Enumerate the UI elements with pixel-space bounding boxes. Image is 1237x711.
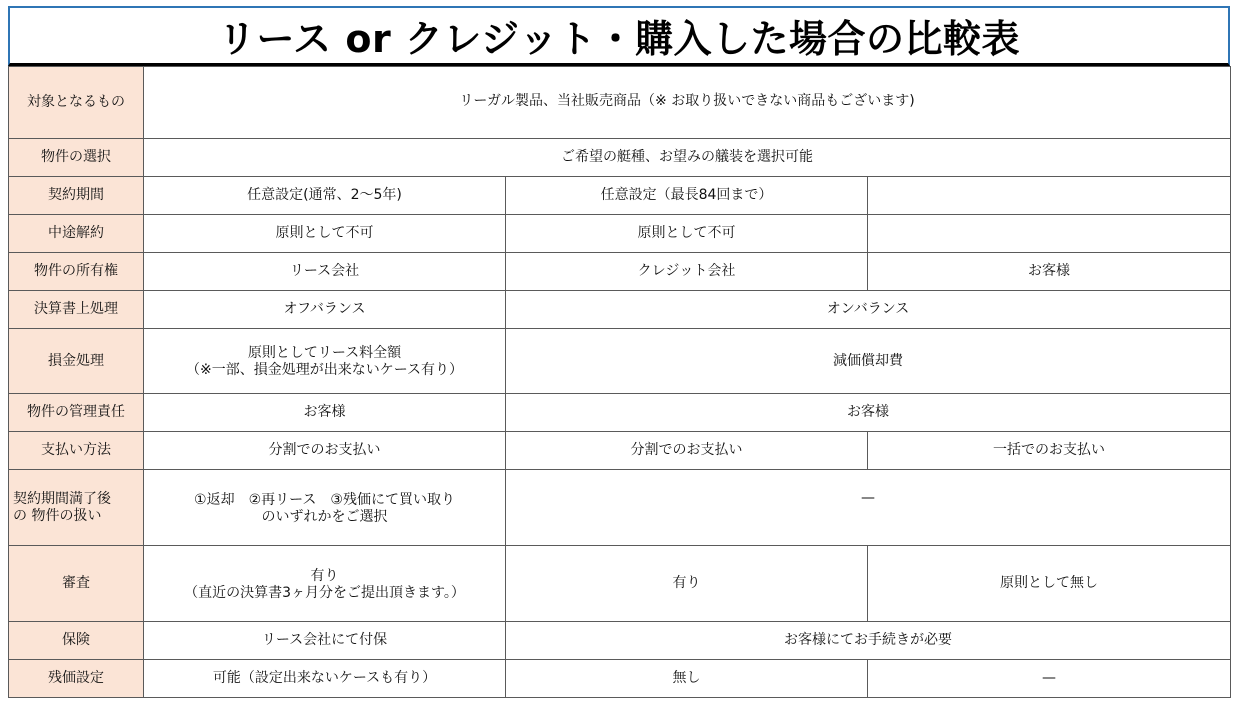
table-row	[9, 177, 1231, 215]
table-row	[9, 215, 1231, 253]
row-label: 物件の所有権	[9, 253, 144, 291]
table-cell	[868, 177, 1231, 215]
row-label: 契約期間	[9, 177, 144, 215]
table-cell: お客様	[506, 394, 1231, 432]
table-cell: 分割でのお支払い	[144, 432, 506, 470]
row-label: 残価設定	[9, 660, 144, 698]
row-label: 審査	[9, 546, 144, 622]
table-row	[9, 329, 1231, 394]
table-cell	[144, 329, 506, 394]
comparison-table	[8, 66, 1231, 698]
page-title: リース or クレジット・購入した場合の比較表	[218, 17, 1020, 61]
row-label	[9, 470, 144, 546]
table-cell: —	[868, 660, 1231, 698]
row-label: 保険	[9, 622, 144, 660]
table-cell	[144, 470, 506, 546]
table-cell: —	[506, 470, 1231, 546]
table-cell: 無し	[506, 660, 868, 698]
table-cell: 原則として無し	[868, 546, 1231, 622]
table-cell: 有り	[506, 546, 868, 622]
row-label: 損金処理	[9, 329, 144, 394]
row-label: 対象となるもの	[9, 67, 144, 139]
table-cell: 一括でのお支払い	[868, 432, 1231, 470]
table-cell: 減価償却費	[506, 329, 1231, 394]
table-cell: 任意設定(通常、2〜5年)	[144, 177, 506, 215]
table-row	[9, 291, 1231, 329]
row-label: 決算書上処理	[9, 291, 144, 329]
table-cell: お客様	[144, 394, 506, 432]
table-cell: 可能（設定出来ないケースも有り）	[144, 660, 506, 698]
table-cell: オンバランス	[506, 291, 1231, 329]
cell-line: （※一部、損金処理が出来ないケース有り）	[185, 362, 464, 378]
table-cell: お客様	[868, 253, 1231, 291]
row-label-line: の 物件の扱い	[13, 507, 102, 524]
row-label: 物件の管理責任	[9, 394, 144, 432]
table-cell: 原則として不可	[506, 215, 868, 253]
comparison-sheet	[8, 6, 1230, 698]
table-cell: 任意設定（最長84回まで）	[506, 177, 868, 215]
table-cell	[144, 546, 506, 622]
table-cell	[868, 215, 1231, 253]
table-cell: クレジット会社	[506, 253, 868, 291]
row-label-line: 契約期間満了後	[13, 490, 111, 507]
table-cell: リース会社	[144, 253, 506, 291]
cell-line: ①返却 ②再リース ③残価にて買い取り	[194, 491, 455, 508]
table-cell: 原則として不可	[144, 215, 506, 253]
table-cell: ご希望の艇種、お望みの艤装を選択可能	[144, 139, 1231, 177]
table-row	[9, 546, 1231, 622]
table-row	[9, 67, 1231, 139]
cell-line: のいずれかをご選択	[261, 508, 388, 525]
table-cell: リース会社にて付保	[144, 622, 506, 660]
table-row	[9, 660, 1231, 698]
row-label: 支払い方法	[9, 432, 144, 470]
table-row	[9, 394, 1231, 432]
table-row	[9, 470, 1231, 546]
table-row	[9, 139, 1231, 177]
row-label: 中途解約	[9, 215, 144, 253]
table-cell: お客様にてお手続きが必要	[506, 622, 1231, 660]
table-cell: 分割でのお支払い	[506, 432, 868, 470]
table-cell: オフバランス	[144, 291, 506, 329]
cell-line: （直近の決算書3ヶ月分をご提出頂きます。）	[184, 584, 465, 601]
row-label: 物件の選択	[9, 139, 144, 177]
table-row	[9, 253, 1231, 291]
cell-line: 原則としてリース料全額	[247, 345, 402, 362]
title-banner	[8, 6, 1230, 66]
table-row	[9, 622, 1231, 660]
table-row	[9, 432, 1231, 470]
table-cell: リーガル製品、当社販売商品（※ お取り扱いできない商品もございます)	[144, 67, 1231, 139]
cell-line: 有り	[310, 567, 339, 584]
